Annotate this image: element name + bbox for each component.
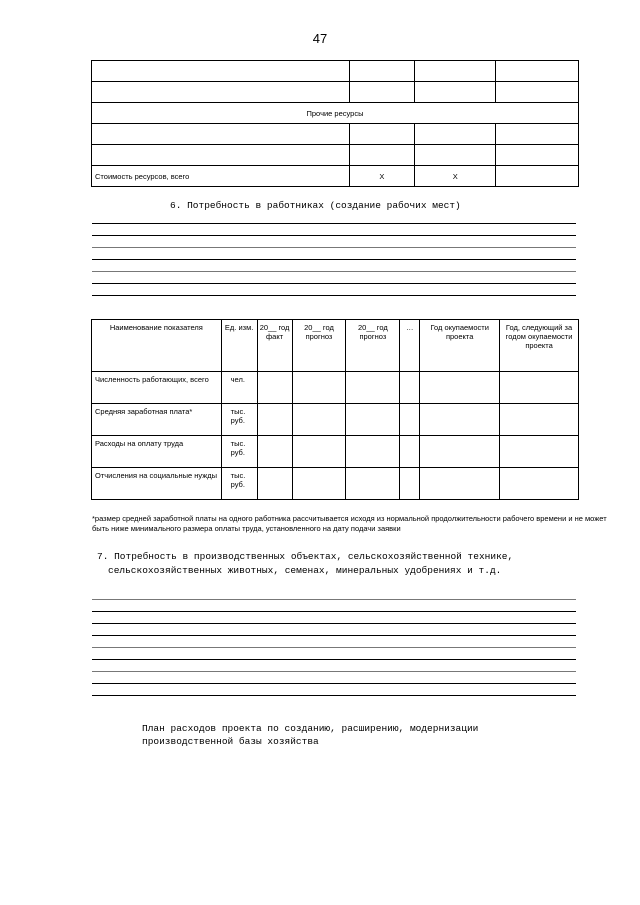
blank-line [92, 271, 576, 272]
blank-line [92, 671, 576, 672]
table-cell [500, 404, 579, 436]
row-label: Отчисления на социальные нужды [92, 468, 222, 500]
section-7-title-line-1: 7. Потребность в производственных объектах, сельскохозяйственной технике, [97, 551, 514, 562]
table-cell [420, 436, 500, 468]
blank-line [92, 283, 576, 284]
table-cell [496, 145, 579, 166]
row-label: Расходы на оплату труда [92, 436, 222, 468]
blank-line [92, 295, 576, 296]
table-cell [346, 372, 400, 404]
blank-line [92, 695, 576, 696]
x-mark: Х [415, 166, 496, 187]
table-cell [346, 436, 400, 468]
table-cell [292, 372, 346, 404]
plan-expenses-paragraph [142, 722, 478, 748]
table-cell [415, 145, 496, 166]
table-cell [292, 436, 346, 468]
table-cell [496, 166, 579, 187]
table-cell [349, 61, 415, 82]
blank-line [92, 247, 576, 248]
table-cell [500, 436, 579, 468]
table-cell [257, 436, 292, 468]
table-cell [92, 124, 350, 145]
plan-text-line: производственной базы хозяйства [142, 736, 319, 747]
table-row [92, 124, 579, 145]
table-cell [400, 404, 420, 436]
blank-line [92, 683, 576, 684]
workers-table [91, 319, 579, 500]
table-cell [257, 372, 292, 404]
table-cell [346, 404, 400, 436]
table-cell [500, 372, 579, 404]
table-cell [92, 82, 350, 103]
table-cell [92, 145, 350, 166]
table-cell [496, 61, 579, 82]
table-cell [496, 124, 579, 145]
resources-table [91, 60, 579, 187]
table-cell [349, 82, 415, 103]
table-row [92, 61, 579, 82]
blank-line [92, 659, 576, 660]
blank-line [92, 223, 576, 224]
row-unit: тыс. руб. [221, 436, 257, 468]
column-header: Наименование показателя [92, 320, 222, 372]
table-cell [292, 468, 346, 500]
column-header: Год, следующий за годом окупаемости проекта [500, 320, 579, 372]
table-cell [400, 468, 420, 500]
blank-line [92, 599, 576, 600]
blank-line [92, 235, 576, 236]
table-cell [415, 61, 496, 82]
column-header: Ед. изм. [221, 320, 257, 372]
section-7-blank-lines [92, 599, 576, 707]
other-resources-heading: Прочие ресурсы [92, 103, 579, 124]
table-cell [92, 61, 350, 82]
plan-text-line: План расходов проекта по созданию, расширению, модернизации [142, 723, 479, 734]
table-cell [420, 468, 500, 500]
table-cell [420, 372, 500, 404]
table-cell [415, 82, 496, 103]
table-cell [400, 436, 420, 468]
salary-footnote: *размер средней заработной платы на одного работника рассчитывается исходя из нормальной продолжительности рабочего времени и не может быть ниже минимального размера оплаты труда, установленного на дату подачи заявки [92, 514, 607, 533]
table-header-row [92, 320, 579, 372]
row-label: Численность работающих, всего [92, 372, 222, 404]
row-label: Средняя заработная плата* [92, 404, 222, 436]
table-cell [496, 82, 579, 103]
x-mark: Х [349, 166, 415, 187]
section-6-title: 6. Потребность в работниках (создание рабочих мест) [170, 200, 461, 211]
table-row [92, 82, 579, 103]
table-cell [257, 404, 292, 436]
blank-line [92, 635, 576, 636]
blank-line [92, 611, 576, 612]
row-unit: тыс. руб. [221, 404, 257, 436]
row-unit: тыс. руб. [221, 468, 257, 500]
blank-line [92, 623, 576, 624]
blank-line [92, 259, 576, 260]
table-row [92, 468, 579, 500]
table-cell [415, 124, 496, 145]
table-cell [400, 372, 420, 404]
total-cost-label: Стоимость ресурсов, всего [92, 166, 350, 187]
table-row [92, 145, 579, 166]
section-7-title-line-2: сельскохозяйственных животных, семенах, минеральных удобрениях и т.д. [108, 565, 502, 576]
column-header: 20__ год факт [257, 320, 292, 372]
column-header: 20__ год прогноз [346, 320, 400, 372]
table-cell [346, 468, 400, 500]
table-row [92, 404, 579, 436]
section-6-blank-lines [92, 223, 576, 307]
table-row [92, 103, 579, 124]
blank-line [92, 647, 576, 648]
column-header: 20__ год прогноз [292, 320, 346, 372]
table-cell [349, 124, 415, 145]
column-header: … [400, 320, 420, 372]
table-cell [257, 468, 292, 500]
table-cell [349, 145, 415, 166]
table-row [92, 436, 579, 468]
table-row [92, 372, 579, 404]
page-number: 47 [312, 31, 328, 46]
table-cell [420, 404, 500, 436]
table-row [92, 166, 579, 187]
table-cell [500, 468, 579, 500]
column-header: Год окупаемости проекта [420, 320, 500, 372]
row-unit: чел. [221, 372, 257, 404]
table-cell [292, 404, 346, 436]
